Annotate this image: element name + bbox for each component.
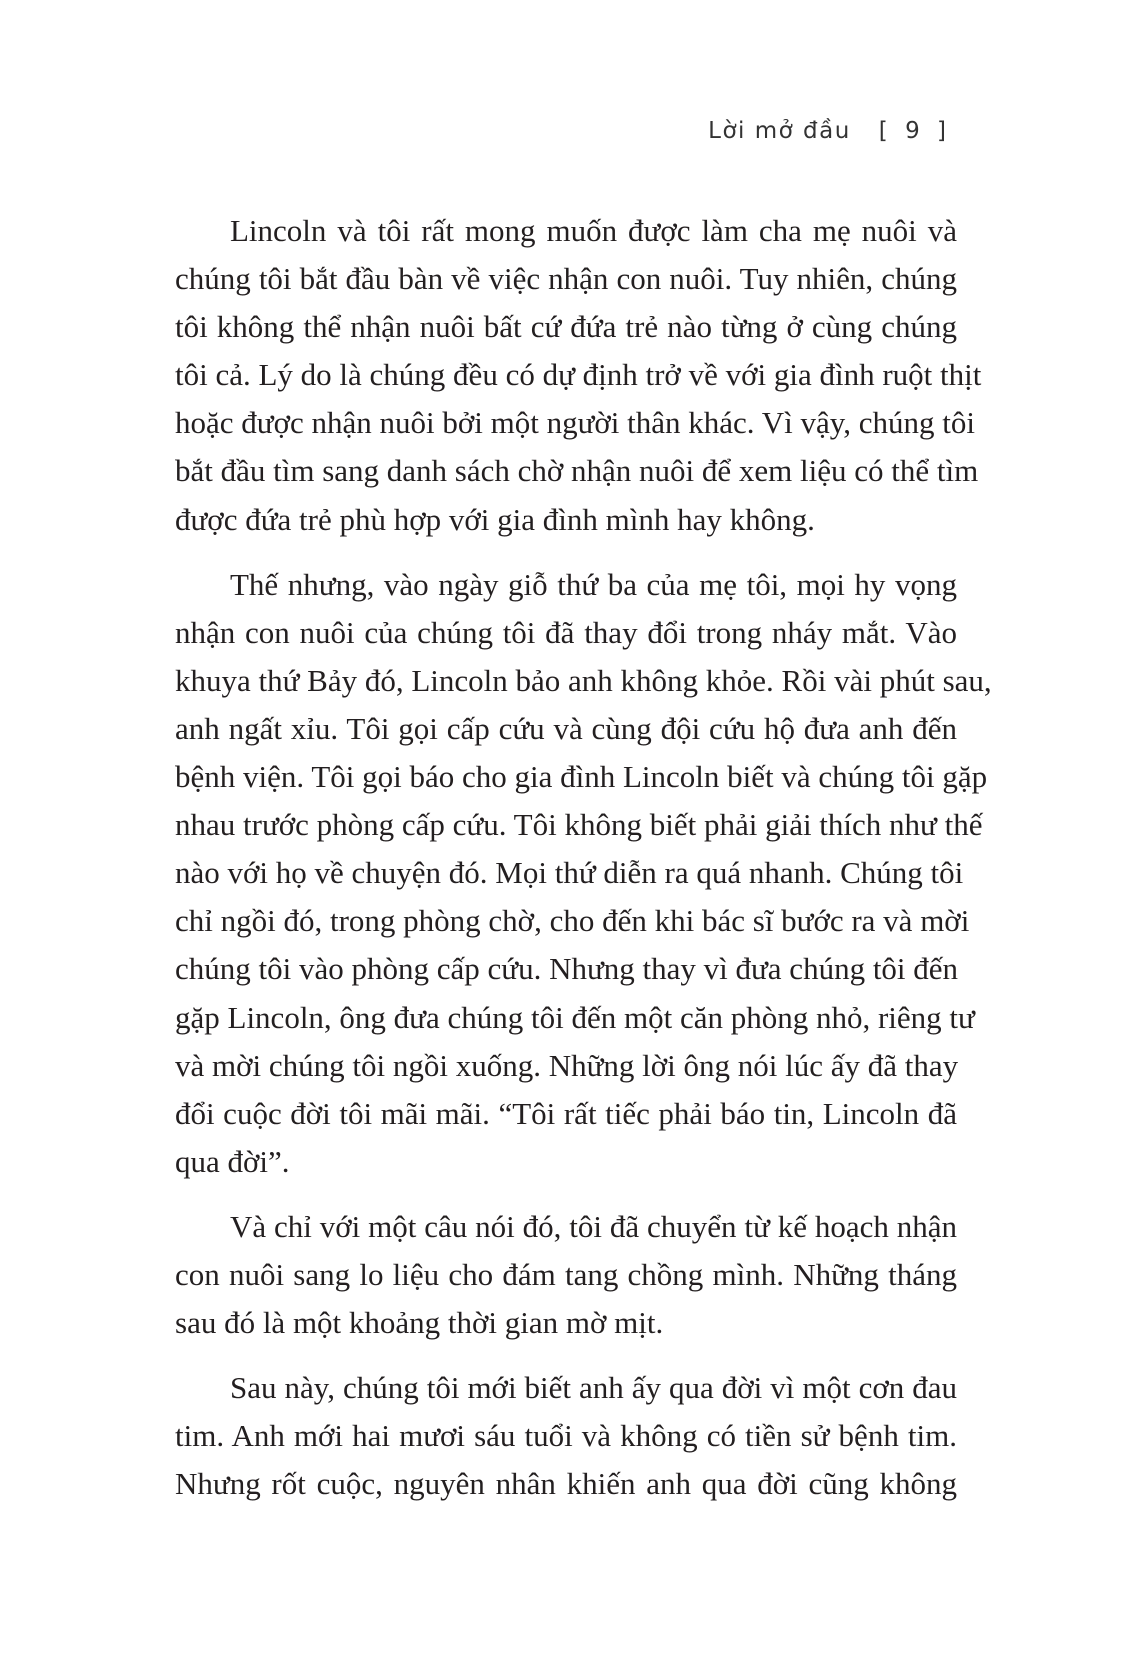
text-line: con nuôi sang lo liệu cho đám tang chồng mình. Những tháng — [175, 1256, 957, 1292]
text-line: hoặc được nhận nuôi bởi một người thân khác. Vì vậy, chúng tôi — [175, 405, 975, 441]
text-line: Lincoln và tôi rất mong muốn được làm cha mẹ nuôi và — [230, 213, 957, 248]
text-line: anh ngất xỉu. Tôi gọi cấp cứu và cùng đội cứu hộ đưa anh đến — [175, 710, 957, 746]
text-line: Thế nhưng, vào ngày giỗ thứ ba của mẹ tôi, mọi hy vọng — [230, 566, 957, 602]
paragraph — [175, 561, 992, 1186]
paragraph — [175, 1364, 957, 1508]
text-line: tôi cả. Lý do là chúng đều có dự định trở về với gia đình ruột thịt — [175, 357, 982, 393]
paragraph — [175, 1203, 957, 1347]
text-line: chúng tôi vào phòng cấp cứu. Nhưng thay vì đưa chúng tôi đến — [175, 951, 959, 987]
text-line: Sau này, chúng tôi mới biết anh ấy qua đời vì một cơn đau — [230, 1370, 957, 1406]
text-line: nào với họ về chuyện đó. Mọi thứ diễn ra quá nhanh. Chúng tôi — [175, 855, 964, 891]
running-header — [708, 118, 951, 144]
text-line: và mời chúng tôi ngồi xuống. Những lời ông nói lúc ấy đã thay — [175, 1047, 959, 1083]
text-line: được đứa trẻ phù hợp với gia đình mình hay không. — [175, 501, 815, 537]
text-line: chỉ ngồi đó, trong phòng chờ, cho đến khi bác sĩ bước ra và mời — [175, 903, 970, 939]
text-line: qua đời”. — [175, 1143, 290, 1179]
text-line: Nhưng rốt cuộc, nguyên nhân khiến anh qua đời cũng không — [175, 1466, 957, 1502]
text-line: nhận con nuôi của chúng tôi đã thay đổi trong nháy mắt. Vào — [175, 614, 957, 650]
text-line: bắt đầu tìm sang danh sách chờ nhận nuôi để xem liệu có thể tìm — [175, 453, 979, 489]
chapter-title: Lời mở đầu — [708, 118, 851, 144]
text-line: gặp Lincoln, ông đưa chúng tôi đến một căn phòng nhỏ, riêng tư — [175, 999, 975, 1035]
body-text — [175, 207, 992, 1525]
text-line: Và chỉ với một câu nói đó, tôi đã chuyển từ kế hoạch nhận — [230, 1208, 957, 1244]
text-line: tim. Anh mới hai mươi sáu tuổi và không có tiền sử bệnh tim. — [175, 1418, 957, 1454]
text-line: tôi không thể nhận nuôi bất cứ đứa trẻ nào từng ở cùng chúng — [175, 309, 957, 345]
text-line: nhau trước phòng cấp cứu. Tôi không biết phải giải thích như thế — [175, 807, 983, 843]
page-number: [ 9 ] — [878, 118, 951, 144]
text-line: chúng tôi bắt đầu bàn về việc nhận con nuôi. Tuy nhiên, chúng — [175, 261, 957, 297]
text-line: khuya thứ Bảy đó, Lincoln bảo anh không khỏe. Rồi vài phút sau, — [175, 662, 992, 698]
paragraph — [175, 207, 982, 544]
text-line: bệnh viện. Tôi gọi báo cho gia đình Lincoln biết và chúng tôi gặp — [175, 759, 988, 795]
text-line: đổi cuộc đời tôi mãi mãi. “Tôi rất tiếc phải báo tin, Lincoln đã — [175, 1095, 957, 1131]
text-line: sau đó là một khoảng thời gian mờ mịt. — [175, 1305, 664, 1341]
